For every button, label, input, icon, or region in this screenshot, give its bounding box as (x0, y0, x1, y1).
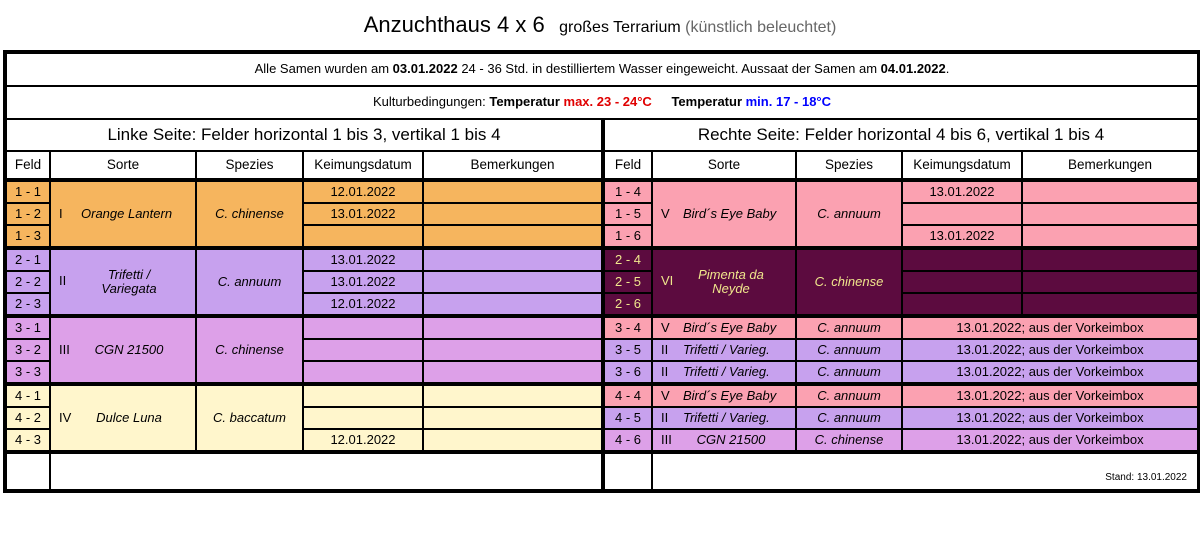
date-cell (303, 361, 423, 384)
field-cell: 3 - 6 (603, 361, 652, 384)
remark-cell (423, 225, 603, 248)
remark-cell (423, 248, 603, 271)
planting-table (3, 50, 1200, 493)
header-bemerkungen-right: Bemerkungen (1022, 151, 1199, 180)
note-cell: 13.01.2022; aus der Vorkeimbox (902, 339, 1199, 361)
spezies-cell: C. chinense (796, 248, 902, 316)
remark-cell (423, 407, 603, 429)
field-cell: 1 - 2 (5, 203, 50, 225)
date-cell: 13.01.2022 (303, 271, 423, 293)
sorte-cell: VI Pimenta da Neyde (652, 248, 796, 316)
date-cell (902, 293, 1022, 316)
field-cell: 3 - 3 (5, 361, 50, 384)
spezies-cell: C. chinense (196, 180, 303, 248)
left-section-title: Linke Seite: Felder horizontal 1 bis 3, vertikal 1 bis 4 (5, 119, 603, 151)
table-row (5, 180, 1199, 203)
spezies-cell: C. annuum (796, 407, 902, 429)
field-cell: 3 - 5 (603, 339, 652, 361)
table-row (5, 316, 1199, 339)
header-keimung-left: Keimungsdatum (303, 151, 423, 180)
remark-cell (423, 361, 603, 384)
footer-cell (5, 452, 50, 491)
right-section-title: Rechte Seite: Felder horizontal 4 bis 6, vertikal 1 bis 4 (603, 119, 1199, 151)
date-cell: 13.01.2022 (303, 203, 423, 225)
title-sub-note: (künstlich beleuchtet) (685, 19, 837, 36)
date-cell (303, 316, 423, 339)
sorte-cell: III CGN 21500 (652, 429, 796, 452)
field-cell: 2 - 3 (5, 293, 50, 316)
field-cell: 4 - 1 (5, 384, 50, 407)
footer-cell (50, 452, 603, 491)
field-cell: 3 - 1 (5, 316, 50, 339)
title-sub: großes Terrarium (559, 19, 681, 36)
remark-cell (423, 271, 603, 293)
temp-max: max. 23 - 24°C (563, 94, 652, 110)
header-keimung-right: Keimungsdatum (902, 151, 1022, 180)
header-sorte-right: Sorte (652, 151, 796, 180)
remark-cell (423, 203, 603, 225)
header-spezies-right: Spezies (796, 151, 902, 180)
sorte-cell: II Trifetti / Variegata (50, 248, 196, 316)
remark-cell (423, 429, 603, 452)
remark-cell (1022, 248, 1199, 271)
date-cell (303, 384, 423, 407)
remark-cell (1022, 293, 1199, 316)
remark-cell (423, 316, 603, 339)
table-row (5, 384, 1199, 407)
sorte-cell: I Orange Lantern (50, 180, 196, 248)
spezies-cell: C. annuum (796, 339, 902, 361)
remark-cell (423, 339, 603, 361)
soaking-info: Alle Samen wurden am 03.01.2022 24 - 36 Std. in destilliertem Wasser eingeweicht. Aussaat der Samen am 04.01.2022. (5, 52, 1199, 86)
field-cell: 2 - 4 (603, 248, 652, 271)
field-cell: 1 - 1 (5, 180, 50, 203)
spezies-cell: C. annuum (796, 384, 902, 407)
temp-min: min. 17 - 18°C (745, 94, 832, 110)
sorte-cell: V Bird´s Eye Baby (652, 180, 796, 248)
header-feld-right: Feld (603, 151, 652, 180)
date-cell: 13.01.2022 (303, 248, 423, 271)
sorte-cell: V Bird´s Eye Baby (652, 316, 796, 339)
footer-row (5, 452, 1199, 491)
field-cell: 4 - 6 (603, 429, 652, 452)
remark-cell (423, 180, 603, 203)
date-cell: 13.01.2022 (902, 180, 1022, 203)
note-cell: 13.01.2022; aus der Vorkeimbox (902, 316, 1199, 339)
title-main: Anzuchthaus 4 x 6 (363, 12, 545, 37)
sorte-cell: II Trifetti / Varieg. (652, 407, 796, 429)
spezies-cell: C. annuum (196, 248, 303, 316)
remark-cell (1022, 225, 1199, 248)
field-cell: 2 - 6 (603, 293, 652, 316)
field-cell: 1 - 4 (603, 180, 652, 203)
page-title (0, 12, 1200, 38)
date-cell (902, 271, 1022, 293)
remark-cell (1022, 203, 1199, 225)
field-cell: 4 - 4 (603, 384, 652, 407)
date-cell (303, 407, 423, 429)
sorte-cell: III CGN 21500 (50, 316, 196, 384)
info-row-soaking (5, 52, 1199, 86)
date-cell: 12.01.2022 (303, 293, 423, 316)
sorte-cell: V Bird´s Eye Baby (652, 384, 796, 407)
date-cell (303, 339, 423, 361)
date-cell: 12.01.2022 (303, 180, 423, 203)
table-row (5, 248, 1199, 271)
note-cell: 13.01.2022; aus der Vorkeimbox (902, 361, 1199, 384)
spezies-cell: C. annuum (796, 180, 902, 248)
footer-cell (603, 452, 652, 491)
section-row (5, 119, 1199, 151)
field-cell: 1 - 6 (603, 225, 652, 248)
field-cell: 3 - 2 (5, 339, 50, 361)
header-spezies-left: Spezies (196, 151, 303, 180)
date-cell: 12.01.2022 (303, 429, 423, 452)
info-row-conditions (5, 86, 1199, 119)
field-cell: 1 - 3 (5, 225, 50, 248)
sorte-cell: II Trifetti / Varieg. (652, 361, 796, 384)
remark-cell (423, 293, 603, 316)
note-cell: 13.01.2022; aus der Vorkeimbox (902, 429, 1199, 452)
header-row (5, 151, 1199, 180)
remark-cell (1022, 271, 1199, 293)
date-cell (303, 225, 423, 248)
spezies-cell: C. chinense (796, 429, 902, 452)
spezies-cell: C. baccatum (196, 384, 303, 452)
header-feld-left: Feld (5, 151, 50, 180)
sorte-cell: IV Dulce Luna (50, 384, 196, 452)
spezies-cell: C. annuum (796, 316, 902, 339)
field-cell: 4 - 2 (5, 407, 50, 429)
spezies-cell: C. annuum (796, 361, 902, 384)
remark-cell (423, 384, 603, 407)
field-cell: 2 - 5 (603, 271, 652, 293)
field-cell: 4 - 3 (5, 429, 50, 452)
sorte-cell: II Trifetti / Varieg. (652, 339, 796, 361)
stand-date: Stand: 13.01.2022 (652, 452, 1199, 491)
header-sorte-left: Sorte (50, 151, 196, 180)
date-cell (902, 248, 1022, 271)
field-cell: 2 - 1 (5, 248, 50, 271)
field-cell: 2 - 2 (5, 271, 50, 293)
date-cell: 13.01.2022 (902, 225, 1022, 248)
remark-cell (1022, 180, 1199, 203)
spezies-cell: C. chinense (196, 316, 303, 384)
date-cell (902, 203, 1022, 225)
note-cell: 13.01.2022; aus der Vorkeimbox (902, 384, 1199, 407)
conditions-info: Kulturbedingungen: Temperatur max. 23 - 24°C Temperatur min. 17 - 18°C (5, 86, 1199, 119)
field-cell: 1 - 5 (603, 203, 652, 225)
field-cell: 3 - 4 (603, 316, 652, 339)
note-cell: 13.01.2022; aus der Vorkeimbox (902, 407, 1199, 429)
field-cell: 4 - 5 (603, 407, 652, 429)
header-bemerkungen-left: Bemerkungen (423, 151, 603, 180)
